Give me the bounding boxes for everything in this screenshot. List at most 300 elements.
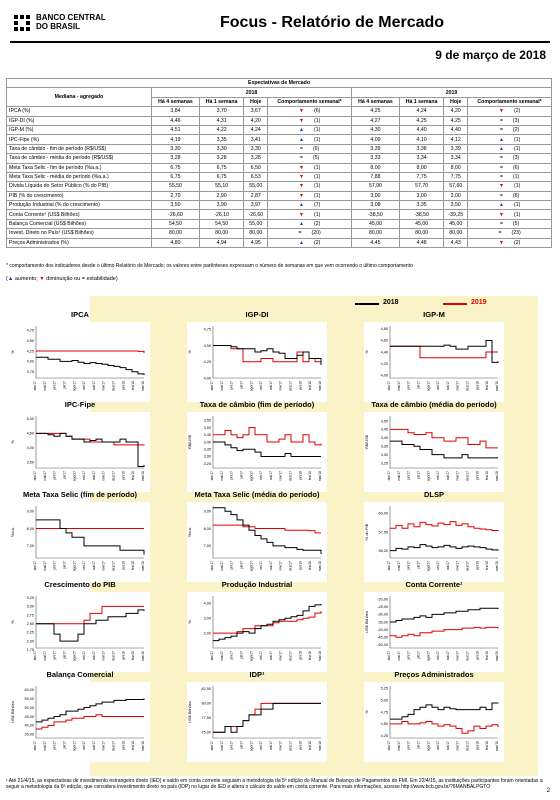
table-cell: -26,60: [244, 210, 268, 219]
y-tick-label: 4,50: [380, 722, 388, 727]
series-2018-line: [390, 441, 498, 458]
table-cell: [468, 144, 552, 153]
equal-icon: =: [499, 221, 503, 228]
chart-title: IPCA: [71, 310, 89, 319]
series-2018-line: [36, 699, 144, 722]
x-tick-label: jun/17: [52, 651, 57, 660]
col-header: Comportamento semanal*: [468, 97, 552, 106]
table-cell: [268, 229, 352, 238]
x-tick-label: jul/17: [416, 741, 421, 749]
equal-icon: =: [499, 117, 503, 124]
trend-weeks: (1): [313, 211, 321, 218]
chart-title: IGP-M: [423, 310, 445, 319]
table-cell: 3,70: [199, 107, 243, 116]
table-cell: 4,48: [399, 238, 443, 247]
x-tick-label: jun/17: [52, 471, 57, 480]
x-tick-label: fev/18: [308, 741, 313, 750]
table-row: [7, 116, 552, 125]
table-cell: 7,75: [399, 172, 443, 181]
x-tick-label: set/17: [82, 741, 87, 750]
table-cell: 4,30: [351, 125, 399, 134]
table-cell: 3,39: [351, 144, 399, 153]
table-cell: IGP-DI (%): [7, 116, 152, 125]
table-cell: 57,60: [444, 182, 468, 191]
x-tick-label: ago/17: [426, 651, 431, 662]
chart-svg: [10, 502, 150, 582]
chart-svg: [364, 682, 504, 762]
table-cell: 4,46: [152, 116, 200, 125]
series-2018-line: [390, 545, 498, 551]
table-section-title: Expectativas de Mercado: [7, 79, 552, 88]
y-axis-label: %: [10, 350, 15, 354]
table-row: [7, 238, 552, 247]
y-tick-label: -25,00: [377, 605, 388, 610]
table-cell: [468, 201, 552, 210]
table-cell: [268, 238, 352, 247]
y-tick-label: 4,25: [203, 360, 211, 365]
legend-2019: 2019: [471, 299, 487, 306]
table-cell: 4,20: [244, 116, 268, 125]
table-cell: [468, 163, 552, 172]
series-2019-line: [36, 715, 144, 729]
chart-axes: [36, 326, 144, 378]
y-tick-label: 2,50: [26, 622, 34, 627]
x-tick-label: ago/17: [249, 381, 254, 392]
chart-title: Preços Administrados: [394, 670, 474, 679]
table-cell: 4,80: [152, 238, 200, 247]
y-tick-label: 4,40: [380, 350, 388, 355]
y-tick-label: 55,00: [378, 548, 388, 553]
chart-svg: [364, 322, 504, 402]
table-cell: 80,00: [199, 229, 243, 238]
chart-svg: [364, 502, 504, 582]
y-tick-label: 4,00: [26, 446, 34, 451]
x-tick-label: nov/17: [455, 561, 460, 571]
x-tick-label: dez/17: [465, 381, 470, 391]
legend-2018: 2018: [383, 299, 399, 306]
bank-name: [36, 13, 106, 31]
table-cell: 4,40: [399, 125, 443, 134]
table-row: [7, 144, 552, 153]
x-tick-label: mai/17: [42, 471, 47, 481]
y-axis-label: US$ Bilhões: [187, 700, 192, 724]
y-tick-label: 3,45: [203, 433, 211, 438]
col-header: Hoje: [444, 97, 468, 106]
table-row: [7, 107, 552, 116]
series-2018-line: [390, 703, 498, 720]
x-tick-label: dez/17: [288, 741, 293, 751]
y-tick-label: 3,55: [203, 418, 211, 423]
table-cell: 3,97: [244, 201, 268, 210]
table-cell: [268, 191, 352, 200]
x-tick-label: mai/17: [396, 471, 401, 481]
series-2019-line: [213, 346, 321, 362]
chart: [364, 322, 504, 402]
chart-svg: [187, 592, 327, 672]
legend-2019-line: [443, 303, 467, 305]
x-tick-label: fev/18: [485, 651, 490, 660]
y-tick-label: -40,00: [377, 627, 388, 632]
table-cell: -26,60: [152, 210, 200, 219]
x-tick-label: jun/17: [52, 561, 57, 570]
y-tick-label: 4,25: [380, 733, 388, 738]
trend-weeks: (5): [512, 221, 520, 228]
table-cell: 3,30: [244, 144, 268, 153]
up-arrow-icon: ▲: [7, 276, 14, 282]
x-tick-label: nov/17: [455, 471, 460, 481]
chart-svg: [187, 412, 327, 492]
x-tick-label: set/17: [259, 741, 264, 750]
down-arrow-icon: ▼: [298, 117, 304, 124]
table-cell: [268, 210, 352, 219]
col-header: Há 4 semanas: [351, 97, 399, 106]
table-row: [7, 125, 552, 134]
x-tick-label: jan/18: [121, 561, 126, 570]
trend-weeks: (1): [513, 145, 521, 152]
table-cell: Taxa de câmbio - média do período (R$/US$): [7, 154, 152, 163]
table-row: [7, 135, 552, 144]
x-tick-label: out/17: [91, 381, 96, 391]
series-2018-line: [390, 340, 498, 362]
table-cell: 80,00: [351, 229, 399, 238]
x-tick-label: jan/18: [475, 651, 480, 660]
equal-icon: =: [499, 155, 503, 162]
x-tick-label: nov/17: [455, 381, 460, 391]
down-arrow-icon: ▼: [498, 239, 504, 246]
row-label-header: Mediana - agregado: [7, 88, 152, 107]
table-cell: 8,00: [399, 163, 443, 172]
x-tick-label: ago/17: [426, 381, 431, 392]
x-tick-label: abr/17: [210, 741, 214, 751]
y-axis-label: R$/US$: [364, 434, 369, 450]
y-tick-label: 77,50: [201, 716, 211, 721]
table-cell: 3,50: [444, 201, 468, 210]
y-tick-label: 3,75: [26, 370, 34, 375]
series-2019-line: [390, 346, 498, 358]
x-tick-label: ago/17: [249, 651, 254, 662]
y-tick-label: 3,40: [380, 436, 388, 441]
x-tick-label: jul/17: [416, 471, 421, 479]
table-cell: -26,10: [199, 210, 243, 219]
x-tick-label: out/17: [445, 741, 450, 751]
series-2018-line: [213, 508, 321, 554]
x-tick-label: jan/18: [298, 381, 303, 390]
y-axis-label: % do PIB: [364, 523, 369, 541]
down-arrow-icon: ▼: [498, 183, 504, 190]
x-tick-label: out/17: [268, 471, 273, 481]
chart-svg: [187, 322, 327, 402]
table-row: [7, 182, 552, 191]
down-arrow-icon: ▼: [298, 174, 304, 181]
table-body: [7, 107, 552, 248]
table-cell: [468, 210, 552, 219]
y-tick-label: 80,00: [201, 701, 211, 706]
x-tick-label: dez/17: [465, 741, 470, 751]
x-tick-label: jul/17: [62, 471, 67, 479]
y-tick-label: 4,75: [26, 328, 34, 333]
series-2018-line: [36, 433, 144, 466]
y-tick-label: 3,40: [203, 440, 211, 445]
table-cell: 3,00: [444, 191, 468, 200]
trend-weeks: (1): [313, 117, 321, 124]
x-tick-label: jan/18: [298, 471, 303, 480]
x-tick-label: set/17: [82, 651, 87, 660]
chart-svg: [187, 502, 327, 582]
chart: [187, 322, 327, 402]
x-tick-label: mar/18: [141, 741, 145, 752]
down-arrow-icon: ▼: [498, 108, 504, 115]
chart-title: Taxa de câmbio (fim de período): [199, 400, 315, 409]
x-tick-label: jun/17: [52, 741, 57, 750]
equal-icon: =: [499, 127, 503, 134]
y-tick-label: 5,00: [26, 417, 34, 422]
up-arrow-icon: ▲: [298, 127, 304, 134]
x-tick-label: jul/17: [416, 651, 421, 659]
x-tick-label: jan/18: [121, 741, 126, 750]
report-date: 9 de março de 2018: [435, 48, 546, 62]
y-tick-label: 4,00: [26, 359, 34, 364]
x-tick-label: jul/17: [239, 471, 244, 479]
year2-header: 2019: [351, 88, 551, 97]
up-arrow-icon: ▲: [298, 202, 304, 209]
y-tick-label: 57,50: [378, 530, 388, 535]
x-tick-label: abr/17: [387, 651, 391, 661]
trend-weeks: (3): [512, 117, 520, 124]
table-cell: 3,50: [152, 201, 200, 210]
series-2019-line: [213, 703, 321, 732]
x-tick-label: jun/17: [229, 471, 234, 480]
x-tick-label: set/17: [82, 381, 87, 390]
y-tick-label: 45,00: [24, 714, 34, 719]
table-cell: 6,75: [152, 172, 200, 181]
y-tick-label: 4,20: [380, 361, 388, 366]
series-2018-line: [213, 604, 321, 641]
series-2018-line: [213, 703, 321, 732]
chart-title: Crescimento do PIB: [44, 580, 116, 589]
x-tick-label: mar/18: [318, 651, 322, 662]
y-tick-label: 3,50: [26, 460, 34, 465]
x-tick-label: mar/18: [141, 561, 145, 572]
table-cell: [268, 116, 352, 125]
y-axis-label: %: [10, 440, 15, 444]
chart: [187, 502, 327, 582]
table-cell: 55,00: [244, 219, 268, 228]
x-tick-label: jun/17: [229, 741, 234, 750]
x-tick-label: mai/17: [219, 471, 224, 481]
table-cell: 6,50: [244, 163, 268, 172]
table-cell: [268, 135, 352, 144]
col-header: Há 1 semana: [199, 97, 243, 106]
x-tick-label: dez/17: [465, 651, 470, 661]
x-tick-label: jun/17: [406, 471, 411, 480]
x-tick-label: out/17: [445, 471, 450, 481]
chart-title: Meta Taxa Selic (fim de período): [22, 490, 138, 499]
table-cell: 4,31: [199, 116, 243, 125]
x-tick-label: out/17: [268, 651, 273, 661]
chart-title: IDP¹: [249, 670, 265, 679]
table-cell: 4,22: [199, 125, 243, 134]
trend-weeks: (1): [513, 202, 521, 209]
y-tick-label: 60,00: [378, 511, 388, 516]
x-tick-label: jan/18: [121, 381, 126, 390]
chart: [10, 682, 150, 762]
table-cell: 45,00: [399, 219, 443, 228]
x-tick-label: fev/18: [485, 561, 490, 570]
chart: [10, 592, 150, 672]
chart-axes: [36, 596, 144, 648]
table-cell: [468, 238, 552, 247]
chart-axes: [390, 506, 498, 558]
y-tick-label: 3,30: [380, 452, 388, 457]
x-tick-label: mar/18: [495, 381, 499, 392]
table-cell: [268, 144, 352, 153]
trend-weeks: (1): [313, 174, 321, 181]
trend-weeks: (23): [511, 230, 521, 237]
table-cell: 4,24: [399, 107, 443, 116]
chart: [187, 412, 327, 492]
table-cell: IPC-Fipe (%): [7, 135, 152, 144]
x-tick-label: abr/17: [33, 381, 37, 391]
x-tick-label: jun/17: [406, 381, 411, 390]
table-cell: 57,70: [399, 182, 443, 191]
x-tick-label: jul/17: [62, 741, 67, 749]
equal-icon: =: [298, 230, 302, 237]
table-cell: 4,25: [399, 116, 443, 125]
trend-weeks: (6): [313, 108, 321, 115]
table-cell: 3,35: [199, 135, 243, 144]
x-tick-label: mar/18: [318, 741, 322, 752]
x-tick-label: mai/17: [42, 381, 47, 391]
chart-svg: [187, 682, 327, 762]
chart: [10, 412, 150, 492]
table-row: [7, 219, 552, 228]
table-cell: 4,10: [399, 135, 443, 144]
chart-axes: [213, 596, 321, 648]
x-tick-label: jul/17: [416, 561, 421, 569]
equal-icon: =: [299, 155, 303, 162]
table-cell: 54,50: [152, 219, 200, 228]
x-tick-label: jun/17: [52, 381, 57, 390]
trend-weeks: (1): [313, 183, 321, 190]
table-cell: 80,00: [244, 229, 268, 238]
x-tick-label: mar/18: [495, 741, 499, 752]
x-tick-label: ago/17: [72, 741, 77, 752]
y-tick-label: 3,00: [26, 604, 34, 609]
y-tick-label: 1,75: [26, 648, 34, 653]
x-tick-label: mar/18: [495, 471, 499, 482]
table-cell: 8,00: [351, 163, 399, 172]
chart: [187, 592, 327, 672]
y-tick-label: 3,35: [203, 447, 211, 452]
table-row: [7, 154, 552, 163]
series-2018-line: [36, 357, 144, 375]
table-cell: Conta Corrente¹ (US$ Bilhões): [7, 210, 152, 219]
x-tick-label: mar/18: [495, 561, 499, 572]
x-tick-label: out/17: [91, 741, 96, 751]
x-tick-label: jul/17: [62, 561, 67, 569]
x-tick-label: out/17: [268, 381, 273, 391]
x-tick-label: abr/17: [33, 651, 37, 661]
x-tick-label: jul/17: [62, 381, 67, 389]
table-cell: 6,53: [244, 172, 268, 181]
x-tick-label: abr/17: [387, 741, 391, 751]
table-cell: 3,34: [444, 154, 468, 163]
up-arrow-icon: ▲: [298, 136, 304, 143]
chart: [364, 682, 504, 762]
table-cell: 3,90: [199, 201, 243, 210]
x-tick-label: fev/18: [131, 381, 136, 390]
x-tick-label: out/17: [445, 651, 450, 661]
table-cell: 2,87: [244, 191, 268, 200]
y-tick-label: 60,00: [24, 687, 34, 692]
y-tick-label: -30,00: [377, 612, 388, 617]
x-tick-label: mai/17: [42, 651, 47, 661]
table-cell: 45,00: [444, 219, 468, 228]
trend-weeks: (2): [313, 221, 321, 228]
x-tick-label: mar/18: [318, 471, 322, 482]
y-axis-label: %: [364, 350, 369, 354]
x-tick-label: jan/18: [298, 651, 303, 660]
table-cell: 4,27: [351, 116, 399, 125]
x-tick-label: ago/17: [249, 741, 254, 752]
y-tick-label: -50,00: [377, 643, 388, 648]
table-cell: 3,33: [351, 154, 399, 163]
down-arrow-icon: ▼: [298, 164, 304, 171]
down-arrow-icon: ▼: [298, 192, 304, 199]
table-cell: 4,94: [199, 238, 243, 247]
y-tick-label: 2,25: [26, 630, 34, 635]
col-header: Hoje: [244, 97, 268, 106]
x-tick-label: ago/17: [72, 651, 77, 662]
x-tick-label: mai/17: [219, 381, 224, 391]
methodology-footnote: ¹ Até 21/4/15, as expectativas de investimento estrangeiro direto (IED) e saldo em conta corrente seguiam a metodologia da 5ª edição do Manual de Balanço de Pagamentos do FMI. Em 22/4/15, as instituições participantes foram orientadas a seguir a metodologia da 6ª edição, que considera investimento direto no país (IDP) no lugar de IED e altera o cálculo do saldo em conta corrente. Para mais informações, acesse http://www.bcb.gov.br/?6MANBALPGTO: [6, 778, 543, 790]
y-tick-label: 50,00: [24, 705, 34, 710]
table-cell: 3,30: [152, 144, 200, 153]
trend-weeks: (2): [313, 239, 321, 246]
table-cell: [468, 172, 552, 181]
table-cell: IPCA (%): [7, 107, 152, 116]
table-cell: 3,41: [244, 135, 268, 144]
x-tick-label: nov/17: [101, 471, 106, 481]
x-tick-label: set/17: [259, 561, 264, 570]
series-2018-line: [213, 442, 321, 456]
x-tick-label: dez/17: [288, 561, 293, 571]
trend-weeks: (1): [513, 183, 521, 190]
table-cell: Produção Industrial (% do crescimento): [7, 201, 152, 210]
series-2018-line: [36, 520, 144, 555]
x-tick-label: fev/18: [131, 651, 136, 660]
table-cell: 8,00: [444, 163, 468, 172]
series-2019-line: [390, 429, 498, 447]
y-tick-label: 4,50: [203, 343, 211, 348]
chart: [364, 592, 504, 672]
table-cell: [268, 154, 352, 163]
table-cell: [468, 116, 552, 125]
x-tick-label: mai/17: [396, 651, 401, 661]
chart-axes: [213, 686, 321, 738]
table-cell: 54,50: [199, 219, 243, 228]
y-tick-label: 3,45: [380, 427, 388, 432]
col-header: Há 1 semana: [399, 97, 443, 106]
x-tick-label: dez/17: [288, 381, 293, 391]
y-axis-label: US$ Bilhões: [10, 700, 15, 724]
y-tick-label: 2,00: [26, 639, 34, 644]
table-cell: [268, 163, 352, 172]
x-tick-label: dez/17: [111, 561, 116, 571]
table-cell: 80,00: [152, 229, 200, 238]
x-tick-label: jan/18: [121, 471, 126, 480]
x-tick-label: mai/17: [396, 381, 401, 391]
